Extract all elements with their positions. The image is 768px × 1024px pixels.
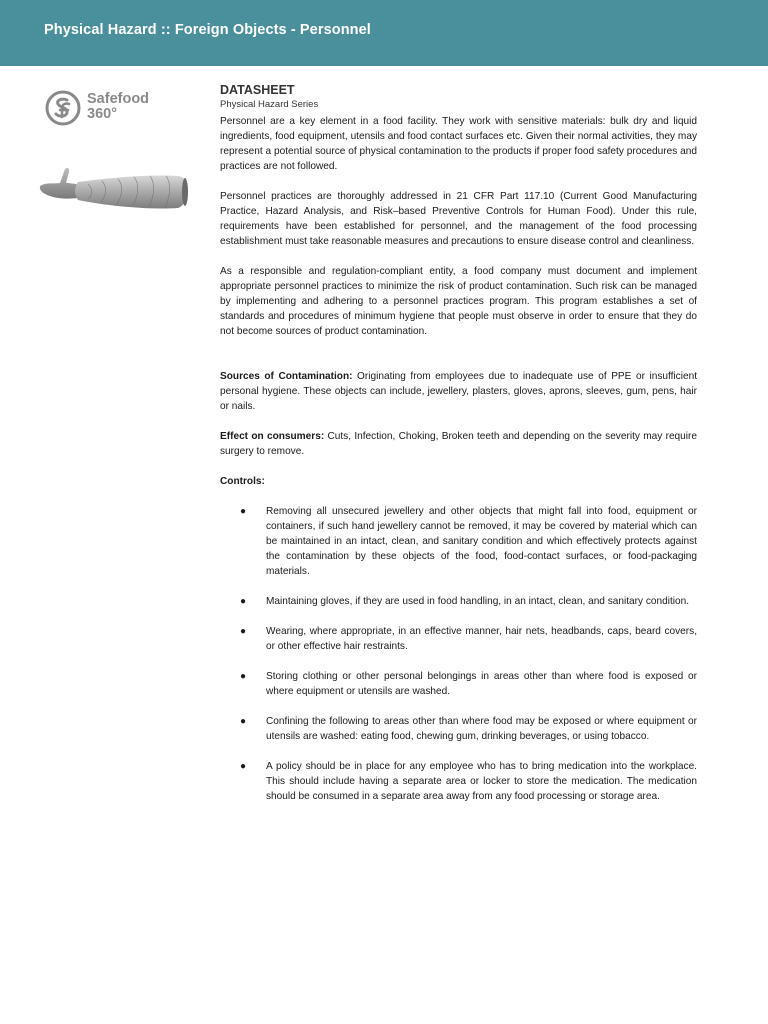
list-item [220,669,697,699]
datasheet-content [220,82,697,819]
bullet-icon: ● [240,596,247,607]
intro-paragraph: Personnel are a key element in a food facility. They work with sensitive materials: bulk dry and liquid ingredients, food equipment, utensils and food contact surfaces etc. Given their normal activities, they may represent a potential source of physical contamination to the products if proper food safety procedures and practices are not followed. [220,116,697,172]
logo-wordmark [87,92,149,122]
datasheet-title: DATASHEET [220,83,295,97]
bullet-icon: ● [240,626,247,637]
page-title: Physical Hazard :: Foreign Objects - Personnel [44,22,371,38]
sources-label: Sources of Contamination: [220,371,353,382]
controls-heading: Controls: [220,476,265,487]
effect-text: Cuts, Infection, Choking, Broken teeth and depending on the severity may require surgery to remove. [220,431,697,457]
list-item-text: A policy should be in place for any employee who has to bring medication into the workplace. This should include having a separate area or locker to store the medication. The medication should be consumed in a separate area away from any food processing or storage area. [266,761,697,802]
regulation-paragraph: Personnel practices are thoroughly addressed in 21 CFR Part 117.10 (Current Good Manufacturing Practice, Hazard Analysis, and Risk–based Preventive Controls for Human Food). Under this rule, requirements have been established for personnel, and the management of the food processing establishment must take reasonable measures and precautions to ensure disease control and cleanliness. [220,191,697,247]
list-item [220,714,697,744]
list-item-text: Removing all unsecured jewellery and other objects that might fall into food, equipment or containers, if such hand jewellery cannot be removed, it may be covered by material which can be maintained in an intact, clean, and sanitary condition and which effectively protects against the contamination by these objects of the food, food-contact surfaces, or food-packaging materials. [266,506,697,577]
sources-text: Originating from employees due to inadequate use of PPE or insufficient personal hygiene. These objects can include, jewellery, plasters, gloves, aprons, sleeves, gum, pens, hair or nails. [220,371,697,412]
sources-paragraph [220,369,697,414]
bullet-icon: ● [240,716,247,727]
list-item-text: Maintaining gloves, if they are used in food handling, in an intact, clean, and sanitary condition. [266,596,690,607]
list-item [220,759,697,804]
safefood-logo-icon [45,90,81,126]
logo-line-1: Safefood [87,91,150,107]
bullet-icon: ● [240,506,247,517]
bullet-icon: ● [240,671,247,682]
effect-paragraph [220,429,697,459]
list-item-text: Wearing, where appropriate, in an effective manner, hair nets, headbands, caps, beard covers, or other effective hair restraints. [266,626,697,652]
list-item [220,624,697,654]
arm-sleeve-icon [38,164,190,216]
datasheet-subtitle: Physical Hazard Series [220,99,319,110]
controls-list [220,504,697,804]
list-item-text: Confining the following to areas other than where food may be exposed or where equipment or utensils are washed: eating food, chewing gum, drinking beverages, or using tobacco. [266,716,697,742]
list-item [220,504,697,579]
effect-label: Effect on consumers: [220,431,325,442]
bullet-icon: ● [240,761,247,772]
list-item-text: Storing clothing or other personal belongings in areas other than where food is exposed or where equipment or utensils are washed. [266,671,697,697]
header-band [0,0,768,66]
logo-line-2: 360° [87,106,117,122]
list-item [220,594,697,609]
safefood-logo [45,90,175,130]
program-paragraph: As a responsible and regulation-compliant entity, a food company must document and implement appropriate personnel practices to minimize the risk of product contamination. Such risk can be managed by implementing and adhering to a personnel practices program. This program establishes a set of standards and procedures of minimum hygiene that people must observe in order to ensure that they do not become sources of product contamination. [220,266,697,337]
